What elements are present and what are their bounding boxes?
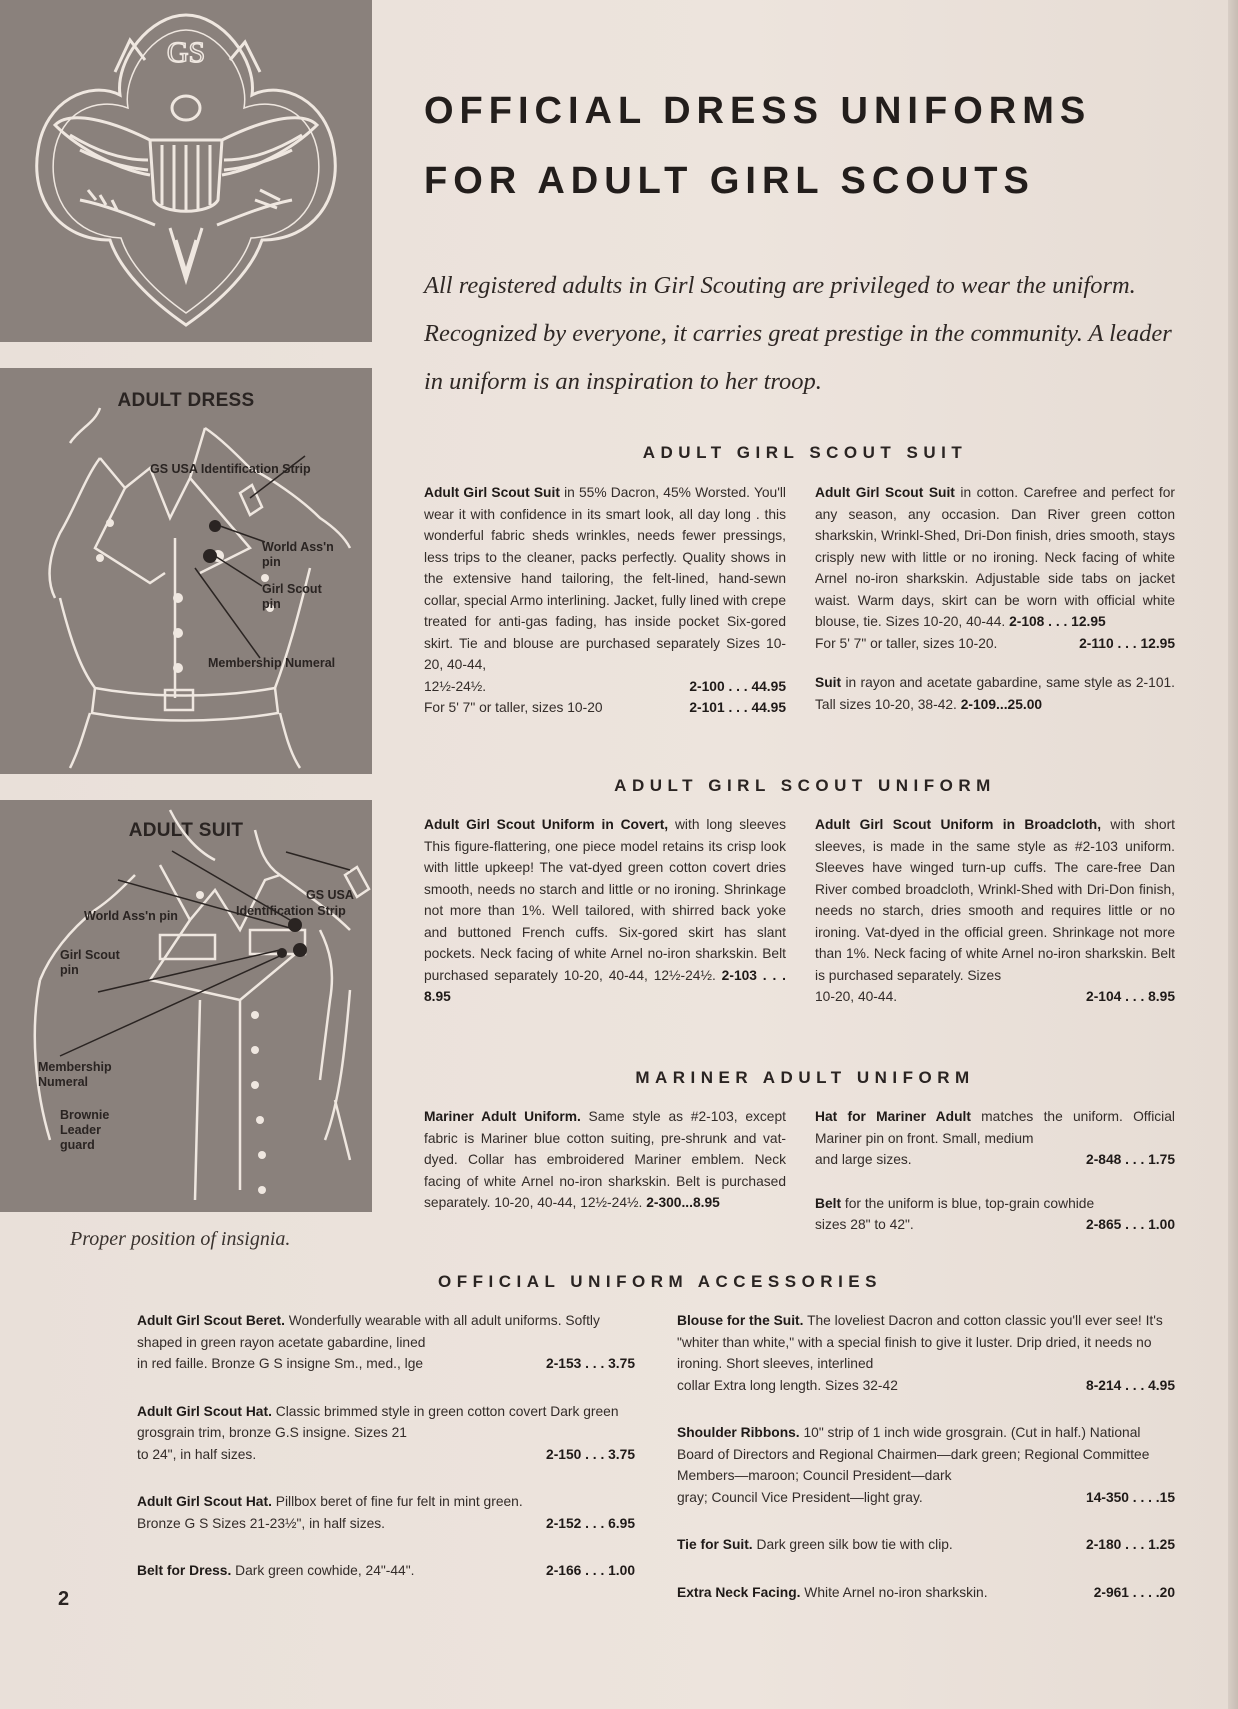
label-suit-numeral — [38, 1060, 112, 1090]
label-world-pin-line1: World Ass'n — [262, 540, 334, 554]
mariner-uniform-name: Mariner Adult Uniform. — [424, 1109, 581, 1124]
suit-left-text: in 55% Dacron, 45% Worsted. You'll wear it with confidence in its smart look, all day long . this wonderful fabric sheds wrinkles, needs fewer pressings, less trips to the cleaner, packs perfectly. Quality shows in the extensive hand tailoring, the felt-lined, hand-sewn collar, special Armo interlining. Jacket, fully lined with crepe treated for anti-gas fading, has inside pocket Six-gored skirt. Tie and blouse are purchased separately Sizes 10-20, 40-44, — [424, 485, 786, 672]
page-title-line1: OFFICIAL DRESS UNIFORMS — [424, 90, 1092, 132]
price-2-110: 2-110 . . . 12.95 — [1079, 635, 1175, 651]
accessory-name: Belt for Dress. — [137, 1563, 232, 1578]
accessory-text: Classic brimmed style in green cotton covert Dark green grosgrain trim, bronze G.S insigne. Sizes 21 — [137, 1403, 619, 1440]
label-gs-pin-line2: pin — [262, 597, 281, 611]
price-2-103: 2-103 . . . 8.95 — [424, 967, 786, 1004]
price-2-150: 2-150 . . . 3.75 — [546, 1446, 635, 1462]
accessory-last-line: White Arnel no-iron sharkskin. — [800, 1584, 988, 1600]
label-gs-pin — [262, 582, 322, 612]
accessory-name: Adult Girl Scout Hat. — [137, 1494, 272, 1509]
uniform-covert-name: Adult Girl Scout Uniform in Covert, — [424, 817, 669, 832]
label-world-pin — [262, 540, 334, 570]
accessory-dress-belt — [137, 1560, 635, 1582]
trefoil-emblem-panel — [0, 0, 372, 342]
adult-suit-title: ADULT SUIT — [128, 820, 244, 841]
accessory-text: 10" strip of 1 inch wide grosgrain. (Cut in half.) National Board of Directors and Regional Chairmen—dark green; Regional Committee Members—maroon; Council President—dark — [677, 1425, 1150, 1483]
intro-text: All registered adults in Girl Scouting are privileged to wear the uniform. Recognized by everyone, it carries great prestige in the community. A leader in uniform is an inspiration to her troop. — [424, 272, 1172, 395]
price-2-109: 2-109...25.00 — [960, 696, 1043, 712]
dress-sketch-icon — [0, 368, 372, 774]
price-2-961: 2-961 . . . .20 — [1093, 1584, 1175, 1600]
accessory-shoulder-ribbons — [677, 1422, 1175, 1508]
label-brownie-line2: Leader — [60, 1123, 101, 1137]
mariner-belt-name: Belt — [815, 1195, 842, 1211]
uniform-heading: ADULT GIRL SCOUT UNIFORM — [614, 776, 996, 795]
accessory-last-line: gray; Council Vice President—light gray. — [677, 1489, 923, 1505]
suit-right-column — [815, 482, 1175, 733]
accessory-pillbox-hat — [137, 1491, 635, 1534]
accessory-text: The loveliest Dacron and cotton classic you'll ever see! It's "whiter than white," with a special finish to give it luster. Drip dried, it needs no ironing. Short sleeves, interlined — [677, 1313, 1163, 1371]
accessory-name: Blouse for the Suit. — [677, 1313, 804, 1328]
suit-gabardine-text: in rayon and acetate gabardine, same style as 2-101. Tall sizes 10-20, 38-42. — [815, 675, 1175, 712]
label-numeral: Membership Numeral — [208, 656, 336, 670]
accessory-name: Adult Girl Scout Beret. — [137, 1313, 285, 1328]
mariner-right-column — [815, 1106, 1175, 1236]
label-brownie-line3: guard — [60, 1138, 95, 1152]
label-gs-usa: GS USA — [306, 888, 354, 902]
suit-right-text: in cotton. Carefree and perfect for any season, any occasion. Dan River green cotton sharkskin, Wrinkl-Shed, Dri-Don finish, dries smooth, stays crisply new with little or no ironing. Neck facing of white Arnel no-iron sharkskin. Adjustable side tabs on jacket waist. Warm days, skirt can be worn with official white blouse, tie. Sizes 10-20, 40-44. — [815, 485, 1175, 629]
suit-right-name: Adult Girl Scout Suit — [815, 485, 955, 500]
uniform-broadcloth-name: Adult Girl Scout Uniform in Broadcloth, — [815, 817, 1102, 832]
label-world-pin-line2: pin — [262, 555, 281, 569]
mariner-uniform-text: Same style as #2-103, except fabric is Mariner blue cotton suiting, pre-shrunk and vat-dyed. Collar has embroidered Mariner emblem. Neck facing of white Arnel no-iron sharkskin. Belt is purchased separately. 10-20, 40-44, 12½-24½. — [424, 1109, 786, 1210]
accessories-left-column — [137, 1310, 635, 1582]
label-gs-pin-line1: Girl Scout — [262, 582, 322, 596]
price-2-166: 2-166 . . . 1.00 — [546, 1563, 635, 1578]
suit-left-line2: For 5' 7" or taller, sizes 10-20 — [424, 700, 603, 715]
label-suit-numeral-line1: Membership — [38, 1060, 112, 1074]
page-title-line2: FOR ADULT GIRL SCOUTS — [424, 160, 1035, 202]
suit-left-column — [424, 482, 786, 719]
suit-heading: ADULT GIRL SCOUT SUIT — [642, 443, 968, 462]
uniform-left-column — [424, 814, 786, 1026]
label-suit-id-strip: Identification Strip — [236, 904, 346, 918]
price-2-300: 2-300...8.95 — [646, 1195, 720, 1210]
mariner-belt-text: for the uniform is blue, top-grain cowhide — [841, 1195, 1095, 1211]
suit-gabardine-name: Suit — [815, 675, 842, 690]
accessory-name: Tie for Suit. — [677, 1537, 753, 1552]
uniform-right-column — [815, 814, 1175, 1008]
mariner-hat-text: matches the uniform. Official Mariner pin on front. Small, medium — [815, 1109, 1175, 1146]
uniform-covert-text: with long sleeves This figure-flattering, one piece model retains its crisp look with little upkeep! The vat-dyed green cotton covert dries smooth, needs no starch and little or no ironing. Shrinkage not more than 1%. Well tailored, with shirred back yoke and buttoned French cuffs. Six-gored skirt has slant pockets. Neck facing of white Arnel no-iron sharkskin. Belt purchased separately 10-20, 40-44, 12½-24½. — [424, 817, 787, 983]
mariner-hat-sizes: and large sizes. — [815, 1152, 912, 1167]
accessory-last-line: Dark green cowhide, 24"-44". — [231, 1563, 415, 1578]
accessory-last-line: Bronze G S Sizes 21-23½", in half sizes. — [137, 1515, 385, 1531]
emblem-letters: GS — [166, 36, 206, 69]
mariner-belt-sizes: sizes 28" to 42". — [815, 1217, 914, 1232]
suit-left-name: Adult Girl Scout Suit — [424, 485, 560, 500]
page-edge — [1228, 0, 1238, 1709]
insignia-caption: Proper position of insignia. — [70, 1228, 291, 1250]
accessory-name: Extra Neck Facing. — [677, 1584, 801, 1600]
price-2-848: 2-848 . . . 1.75 — [1086, 1152, 1175, 1167]
label-brownie-guard — [60, 1108, 109, 1153]
label-suit-world-pin: World Ass'n pin — [84, 909, 178, 923]
adult-dress-title: ADULT DRESS — [117, 390, 255, 411]
accessory-tie — [677, 1534, 1175, 1556]
label-id-strip: GS USA Identification Strip — [150, 462, 311, 476]
accessory-text: Pillbox beret of fine fur felt in mint green. — [271, 1494, 523, 1509]
adult-dress-panel — [0, 368, 372, 774]
price-2-104: 2-104 . . . 8.95 — [1086, 989, 1175, 1004]
accessory-last-line: Dark green silk bow tie with clip. — [752, 1537, 953, 1552]
accessory-last-line: to 24", in half sizes. — [137, 1446, 257, 1462]
accessory-beret — [137, 1310, 635, 1375]
price-2-865: 2-865 . . . 1.00 — [1086, 1217, 1175, 1232]
accessories-heading: OFFICIAL UNIFORM ACCESSORIES — [438, 1272, 882, 1291]
label-brownie-line1: Brownie — [60, 1108, 110, 1122]
label-suit-numeral-line2: Numeral — [38, 1075, 89, 1089]
uniform-broadcloth-sizes: 10-20, 40-44. — [815, 989, 898, 1004]
accessory-last-line: in red faille. Bronze G S insigne Sm., med., lge — [137, 1356, 424, 1371]
price-2-180: 2-180 . . . 1.25 — [1086, 1537, 1175, 1552]
adult-suit-panel — [0, 800, 372, 1212]
accessory-last-line: collar Extra long length. Sizes 32-42 — [677, 1377, 898, 1393]
price-2-108: 2-108 . . . 12.95 — [1009, 614, 1106, 629]
page-number: 2 — [58, 1588, 70, 1610]
label-suit-gs-pin-line2: pin — [60, 963, 79, 977]
mariner-hat-name: Hat for Mariner Adult — [815, 1109, 971, 1124]
label-suit-gs-pin — [60, 948, 120, 978]
mariner-left-column — [424, 1106, 786, 1232]
price-14-350: 14-350 . . . .15 — [1086, 1489, 1175, 1505]
accessory-name: Adult Girl Scout Hat. — [137, 1403, 272, 1419]
accessory-brimmed-hat — [137, 1401, 635, 1466]
accessory-neck-facing — [677, 1582, 1175, 1604]
trefoil-eagle-icon — [0, 0, 372, 342]
mariner-heading: MARINER ADULT UNIFORM — [635, 1068, 975, 1087]
accessories-right-column — [677, 1310, 1175, 1603]
suit-left-line1: 12½-24½. — [424, 678, 487, 694]
suit-sketch-icon — [0, 800, 372, 1212]
price-2-152: 2-152 . . . 6.95 — [546, 1515, 635, 1531]
accessory-name: Shoulder Ribbons. — [677, 1425, 800, 1440]
accessory-text: Wonderfully wearable with all adult uniforms. Softly shaped in green rayon acetate gabardine, lined — [137, 1313, 600, 1350]
price-2-153: 2-153 . . . 3.75 — [546, 1356, 635, 1371]
price-8-214: 8-214 . . . 4.95 — [1086, 1377, 1175, 1393]
price-2-100: 2-100 . . . 44.95 — [689, 678, 786, 694]
suit-right-line2: For 5' 7" or taller, sizes 10-20. — [815, 635, 998, 651]
accessory-blouse — [677, 1310, 1175, 1396]
price-2-101: 2-101 . . . 44.95 — [689, 700, 786, 715]
label-suit-gs-pin-line1: Girl Scout — [60, 948, 120, 962]
uniform-broadcloth-text: with short sleeves, is made in the same style as #2-103 uniform. Sleeves have winged turn-up cuffs. The care-free Dan River combed broadcloth, Wrinkl-Shed with Dri-Don finish, needs no starch, dries smooth and requires little or no ironing. Vat-dyed in the official green. Shrinkage not more than 1%. Neck facing of white Arnel no-iron sharkskin. Belt is purchased separately. Sizes — [815, 817, 1175, 983]
